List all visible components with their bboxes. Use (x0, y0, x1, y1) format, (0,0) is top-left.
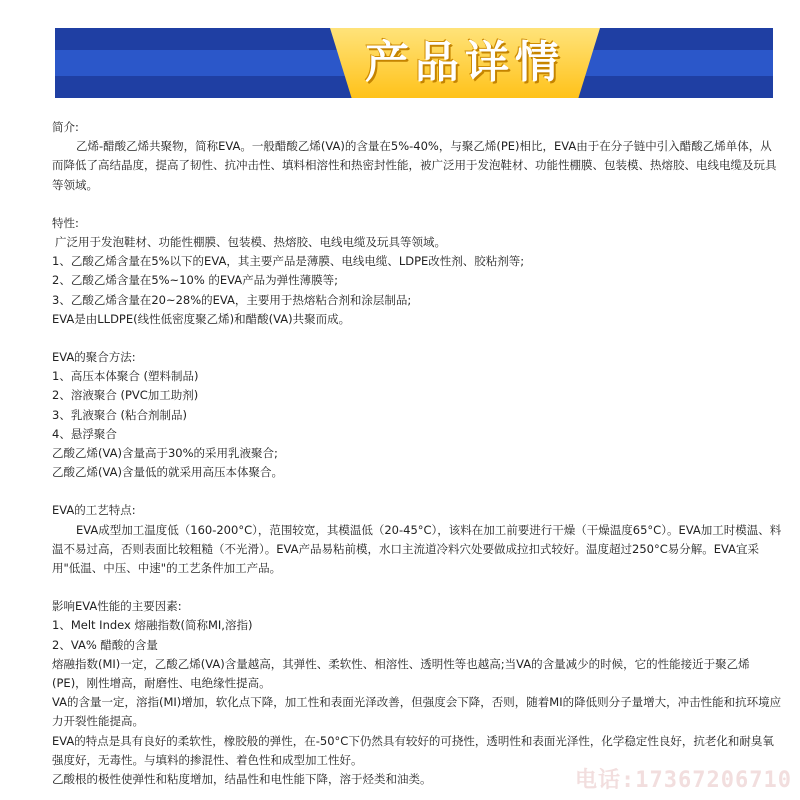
features-line: 1、乙酸乙烯含量在5%以下的EVA，其主要产品是薄膜、电线电缆、LDPE改性剂、胶粘剂等; (52, 254, 525, 269)
features-heading: 特性: (52, 215, 79, 230)
process-text: EVA成型加工温度低（160-200°C），范围较宽，其模温低（20-45°C），该料在加工前要进行干燥（干燥温度65°C）。EVA加工时模温、料温不易过高，否则表面比较粗糙（不光滑）。EVA产品易粘前模，水口主流道冷料穴处要做成拉扣式较好。温度超过250°C易分解。EVA宜采用"低温、中压、中速"的工艺条件加工产品。 (52, 522, 782, 576)
banner-title: 产品详情 (365, 37, 565, 88)
features-line: 3、乙酸乙烯含量在20~28%的EVA，主要用于热熔粘合剂和涂层制品; (52, 292, 412, 307)
polymerization-line: 1、高压本体聚合 (塑料制品) (52, 369, 199, 384)
polymerization-heading: EVA的聚合方法: (52, 350, 136, 365)
polymerization-line: 3、乳液聚合 (粘合剂制品) (52, 407, 187, 422)
factors-paragraph: EVA的特点是具有良好的柔软性，橡胶般的弹性，在-50°C下仍然具有较好的可挠性，透明性和表面光泽性，化学稳定性良好，抗老化和耐臭氧强度好，无毒性。与填料的掺混性、着色性和成型加工性好。 (52, 733, 774, 767)
process-heading: EVA的工艺特点: (52, 503, 136, 518)
polymerization-line: 乙酸乙烯(VA)含量低的就采用高压本体聚合。 (52, 465, 283, 480)
polymerization-line: 乙酸乙烯(VA)含量高于30%的采用乳液聚合; (52, 446, 278, 461)
features-line: 2、乙酸乙烯含量在5%~10% 的EVA产品为弹性薄膜等; (52, 273, 339, 288)
intro-text: 乙烯-醋酸乙烯共聚物，简称EVA。一般醋酸乙烯(VA)的含量在5%-40%，与聚乙烯(PE)相比，EVA由于在分子链中引入醋酸乙烯单体，从而降低了高结晶度，提高了韧性、抗冲击性、填料相溶性和热密封性能，被广泛用于发泡鞋材、功能性棚膜、包装模、热熔胶、电线电缆及玩具等领域。 (52, 139, 777, 192)
product-details-banner (55, 28, 773, 98)
factors-line: 1、Melt Index 熔融指数(简称MI,溶指) (52, 618, 253, 633)
features-line: EVA是由LLDPE(线性低密度聚乙烯)和醋酸(VA)共聚而成。 (52, 311, 351, 326)
product-description (52, 118, 782, 789)
factors-paragraph: VA的含量一定，溶指(MI)增加，软化点下降，加工性和表面光泽改善，但强度会下降，否则，随着MI的降低则分子量增大，冲击性能和抗环境应力开裂性能提高。 (52, 695, 782, 729)
features-line: 广泛用于发泡鞋材、功能性棚膜、包装模、热熔胶、电线电缆及玩具等领域。 (55, 235, 446, 250)
polymerization-line: 2、溶液聚合 (PVC加工助剂) (52, 388, 199, 403)
polymerization-line: 4、悬浮聚合 (52, 426, 117, 441)
factors-paragraph: 熔融指数(MI)一定，乙酸乙烯(VA)含量越高，其弹性、柔软性、相溶性、透明性等也越高;当VA的含量减少的时候，它的性能接近于聚乙烯(PE)，刚性增高，耐磨性、电绝缘性提高。 (52, 656, 750, 691)
phone-watermark: 电话:17367206710 (575, 768, 792, 793)
factors-line: 2、VA% 醋酸的含量 (52, 637, 158, 652)
factors-paragraph: 乙酸根的极性使弹性和粘度增加，结晶性和电性能下降，溶于烃类和油类。 (52, 772, 432, 787)
intro-heading: 简介: (52, 120, 79, 134)
factors-heading: 影响EVA性能的主要因素: (52, 599, 182, 614)
